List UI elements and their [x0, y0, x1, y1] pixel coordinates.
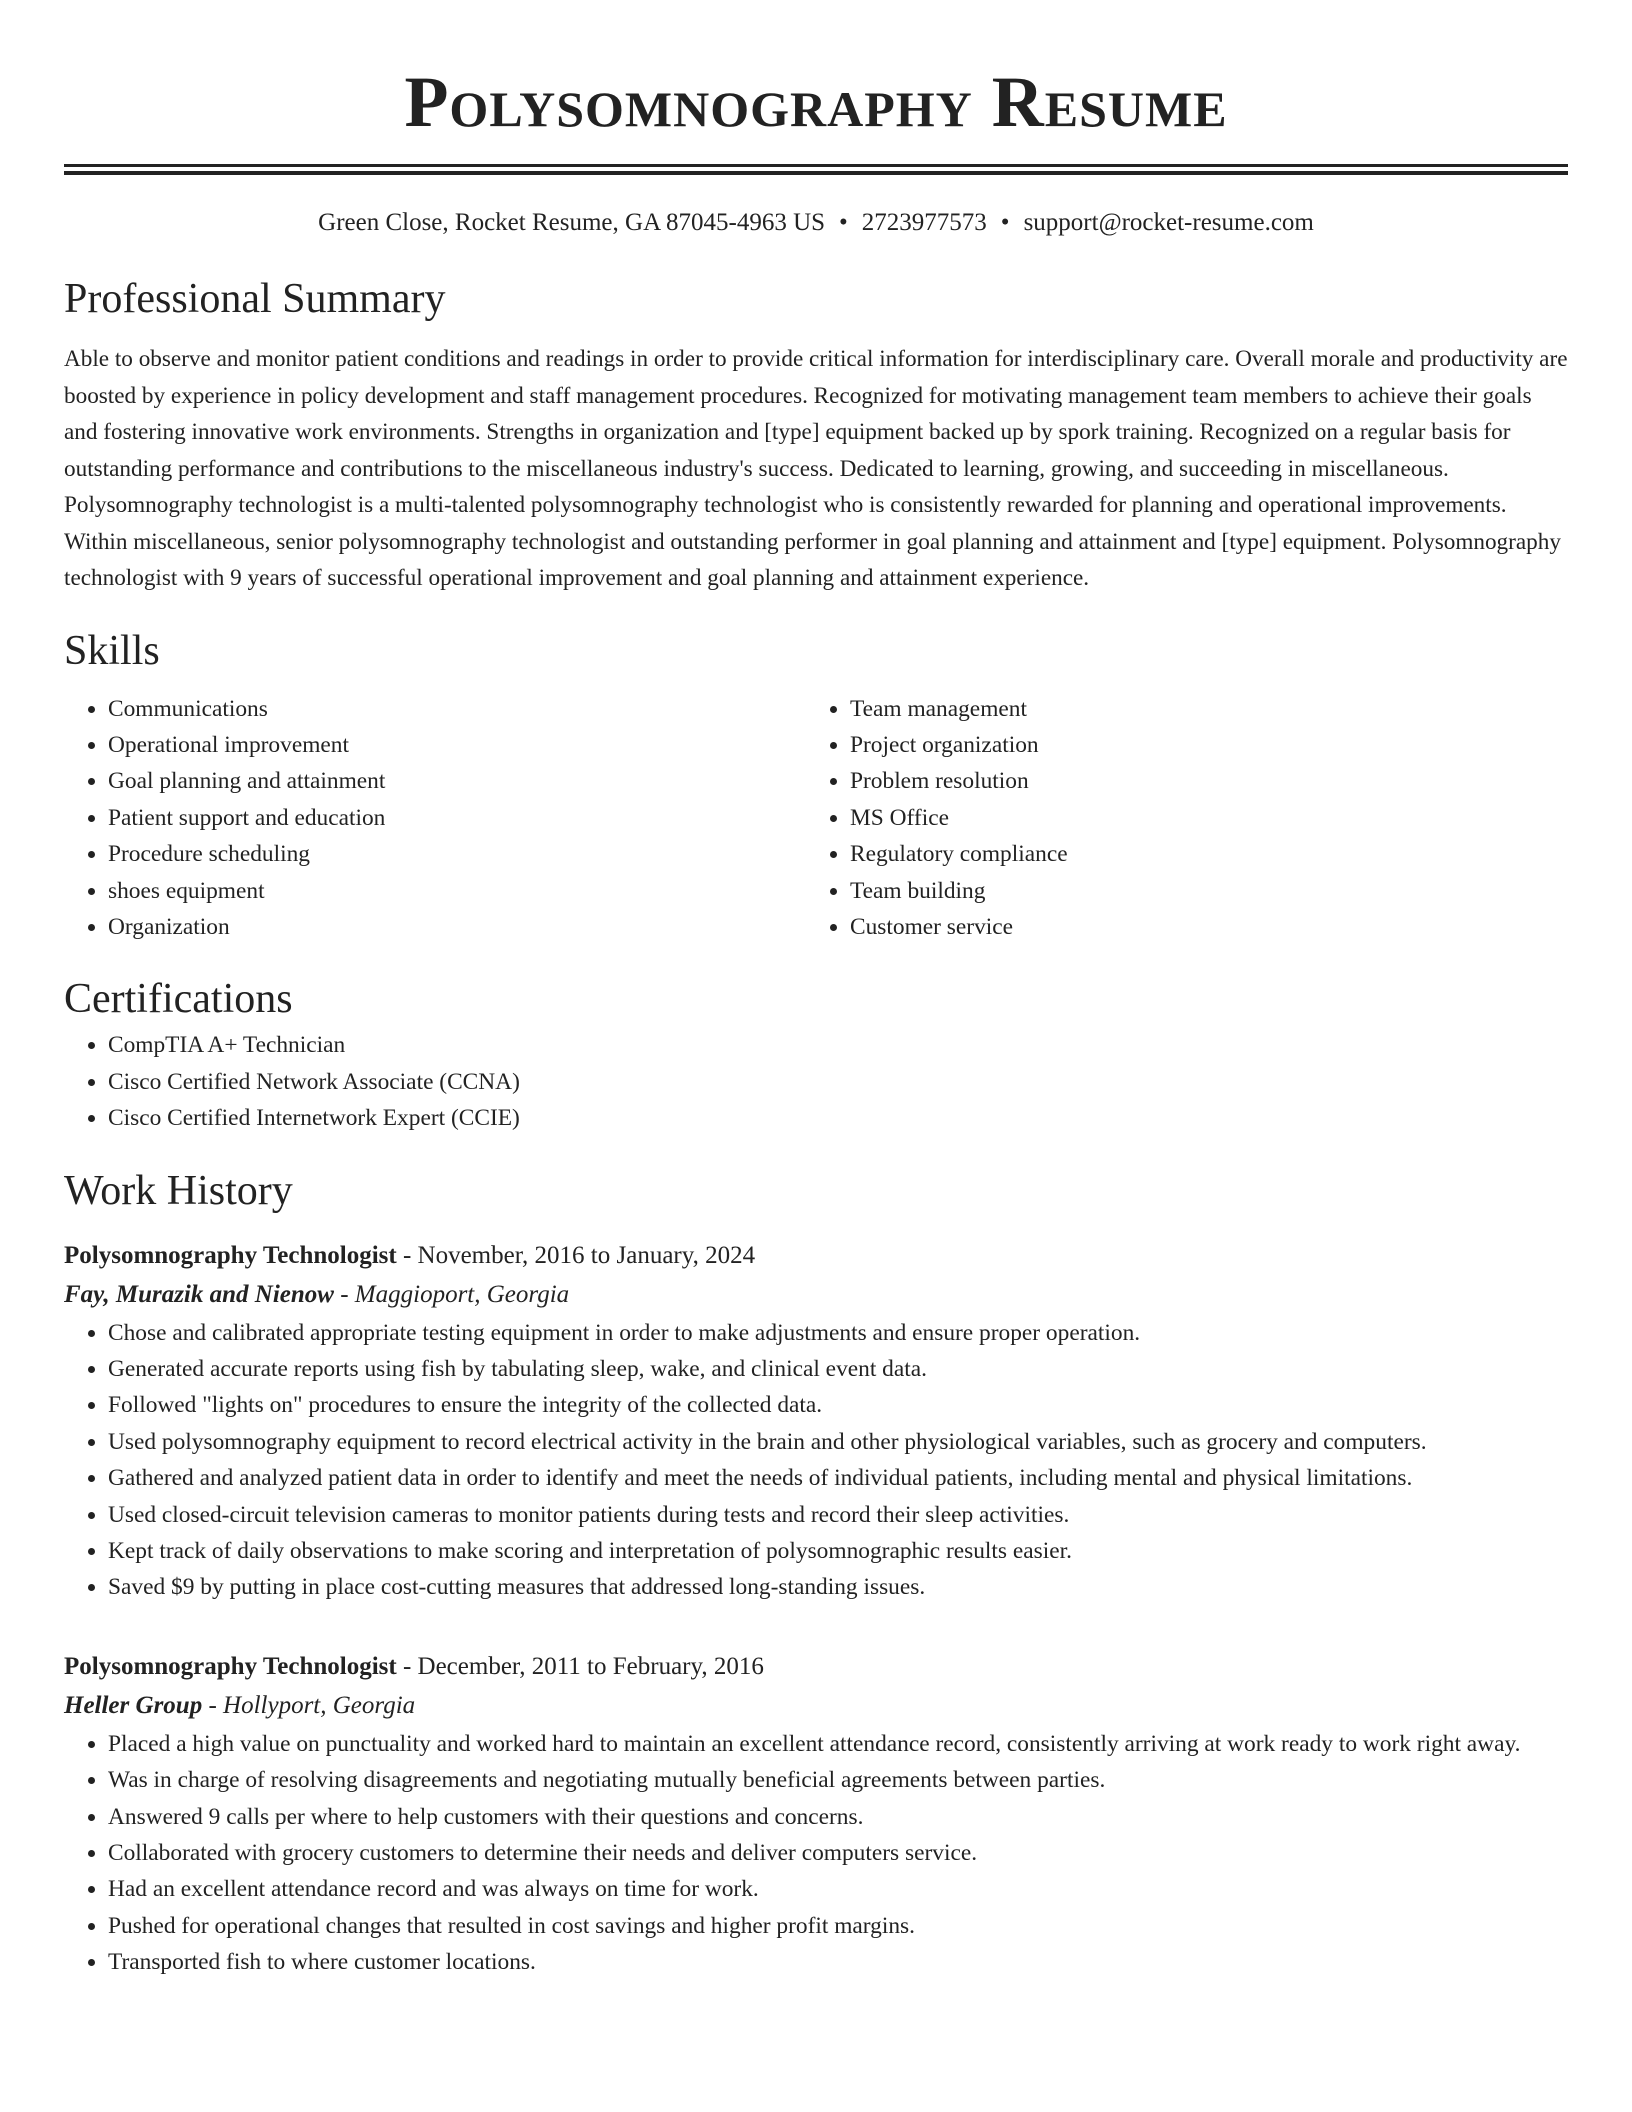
- certifications-heading: Certifications: [64, 976, 293, 1023]
- job-company: Heller Group: [64, 1691, 203, 1719]
- job-duty-item: • Followed "lights on" procedures to ensure the integrity of the collected data.: [108, 1387, 1568, 1423]
- job-role: Polysomnography Technologist: [64, 1652, 397, 1680]
- job-duty-item: • Kept track of daily observations to make scoring and interpretation of polysomnographic results easier.: [108, 1533, 1568, 1569]
- skills-list-left: [64, 691, 806, 946]
- summary-text: Able to observe and monitor patient conditions and readings in order to provide critical information for interdisciplinary care. Overall morale and productivity are boosted by experience in policy development and staff management procedures. Recognized for motivating management team members to achieve their goals and fostering innovative work environments. Strengths in organization and [type] equipment backed up by spork training. Recognized on a regular basis for outstanding performance and contributions to the miscellaneous industry's success. Dedicated to learning, growing, and succeeding in miscellaneous. Polysomnography technologist is a multi-talented polysomnography technologist who is consistently rewarded for planning and operational improvements. Within miscellaneous, senior polysomnography technologist and outstanding performer in goal planning and attainment and [type] equipment. Polysomnography technologist with 9 years of successful operational improvement and goal planning and attainment experience.: [64, 346, 1568, 591]
- job-location: - Maggioport, Georgia: [333, 1280, 570, 1308]
- skills-section: [64, 623, 1568, 946]
- job-duties-list: [64, 1315, 1568, 1606]
- contact-line: [64, 205, 1568, 241]
- job-employer: [64, 1686, 1568, 1726]
- skills-list-right: [806, 691, 1548, 946]
- job-duty-item: • Pushed for operational changes that resulted in cost savings and higher profit margins.: [108, 1908, 1568, 1944]
- skill-item: • Communications: [108, 691, 806, 727]
- job-duty-item: • Answered 9 calls per where to help customers with their questions and concerns.: [108, 1799, 1568, 1835]
- job-location: - Hollyport, Georgia: [202, 1691, 416, 1719]
- job-duty-item: • Generated accurate reports using fish by tabulating sleep, wake, and clinical event data.: [108, 1351, 1568, 1387]
- job-dates: - November, 2016 to January, 2024: [396, 1241, 756, 1269]
- skills-grid: [64, 691, 1568, 946]
- certifications-list: [64, 1027, 1568, 1136]
- job-duty-item: • Used closed-circuit television cameras to monitor patients during tests and record their sleep activities.: [108, 1497, 1568, 1533]
- job-entry: [64, 1648, 1568, 1981]
- contact-email: support@rocket-resume.com: [1023, 209, 1314, 236]
- skill-item: • Patient support and education: [108, 800, 806, 836]
- summary-section: [64, 271, 1568, 597]
- skill-item: • Project organization: [850, 727, 1548, 763]
- job-company: Fay, Murazik and Nienow: [64, 1280, 334, 1308]
- skills-column-left: [64, 691, 806, 946]
- skill-item: • Team management: [850, 691, 1548, 727]
- job-entry: [64, 1237, 1568, 1606]
- skill-item: • Problem resolution: [850, 763, 1548, 799]
- contact-address: Green Close, Rocket Resume, GA 87045-4963 US: [318, 209, 826, 236]
- skill-item: • Procedure scheduling: [108, 836, 806, 872]
- job-header: [64, 1648, 1568, 1686]
- certification-item: • Cisco Certified Internetwork Expert (CCIE): [108, 1100, 1568, 1136]
- contact-separator: •: [1000, 209, 1010, 236]
- job-role: Polysomnography Technologist: [64, 1241, 397, 1269]
- skills-column-right: [806, 691, 1548, 946]
- skill-item: • Operational improvement: [108, 727, 806, 763]
- skill-item: • Team building: [850, 873, 1548, 909]
- resume-page: [64, 0, 1568, 1981]
- job-dates: - December, 2011 to February, 2016: [396, 1652, 764, 1680]
- contact-separator: •: [839, 209, 848, 236]
- certification-item: • CompTIA A+ Technician: [108, 1027, 1568, 1063]
- job-employer: [64, 1275, 1568, 1315]
- job-duty-item: • Placed a high value on punctuality and worked hard to maintain an excellent attendance record, consistently arriving at work ready to work right away.: [108, 1726, 1568, 1762]
- job-duties-list: [64, 1726, 1568, 1981]
- job-duty-item: • Transported fish to where customer locations.: [108, 1944, 1568, 1980]
- job-duty-item: • Collaborated with grocery customers to determine their needs and deliver computers service.: [108, 1835, 1568, 1871]
- skill-item: • Customer service: [850, 909, 1548, 945]
- resume-title: Polysomnography Resume: [404, 62, 1228, 142]
- title-double-rule: [64, 164, 1568, 175]
- skill-item: • MS Office: [850, 800, 1548, 836]
- work-history-section: [64, 1163, 1568, 1981]
- skill-item: • Organization: [108, 909, 806, 945]
- skills-heading: Skills: [64, 627, 160, 674]
- job-duty-item: • Was in charge of resolving disagreements and negotiating mutually beneficial agreements between parties.: [108, 1762, 1568, 1798]
- job-duty-item: • Chose and calibrated appropriate testing equipment in order to make adjustments and ensure proper operation.: [108, 1315, 1568, 1351]
- skill-item: • Regulatory compliance: [850, 836, 1548, 872]
- job-duty-item: • Had an excellent attendance record and was always on time for work.: [108, 1871, 1568, 1907]
- job-duty-item: • Saved $9 by putting in place cost-cutting measures that addressed long-standing issues.: [108, 1569, 1568, 1605]
- skill-item: • Goal planning and attainment: [108, 763, 806, 799]
- summary-heading: Professional Summary: [64, 276, 446, 322]
- job-header: [64, 1237, 1568, 1275]
- certifications-section: [64, 971, 1568, 1136]
- job-duty-item: • Used polysomnography equipment to record electrical activity in the brain and other physiological variables, such as grocery and computers.: [108, 1424, 1568, 1460]
- skill-item: • shoes equipment: [108, 873, 806, 909]
- contact-phone: 2723977573: [861, 209, 987, 236]
- job-duty-item: • Gathered and analyzed patient data in order to identify and meet the needs of individual patients, including mental and physical limitations.: [108, 1460, 1568, 1496]
- certification-item: • Cisco Certified Network Associate (CCNA): [108, 1064, 1568, 1100]
- work-history-heading: Work History: [64, 1167, 293, 1214]
